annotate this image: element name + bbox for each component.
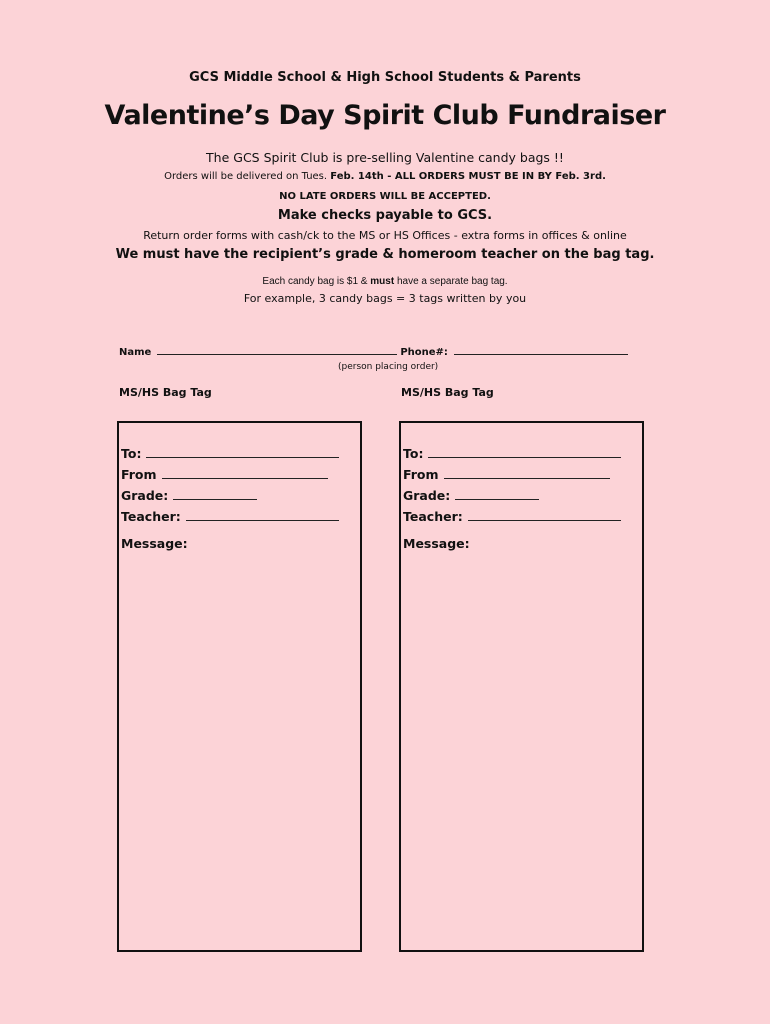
late-orders-notice: NO LATE ORDERS WILL BE ACCEPTED. [279,191,491,202]
to-row [121,445,360,466]
grade-field[interactable] [455,487,539,500]
to-field[interactable] [146,445,339,458]
price-suffix-text: have a separate bag tag. [394,276,508,287]
to-field[interactable] [428,445,621,458]
name-field[interactable] [157,345,397,355]
return-forms-notice: Return order forms with cash/ck to the MS or HS Offices - extra forms in offices & online [143,229,627,242]
teacher-field[interactable] [468,508,621,521]
person-placing-note: (person placing order) [338,362,439,372]
teacher-label: Teacher: [121,509,181,524]
bag-tag-right [399,421,644,952]
teacher-row [403,508,642,529]
checks-payable-notice: Make checks payable to GCS. [277,208,493,223]
teacher-label: Teacher: [403,509,463,524]
grade-teacher-notice: We must have the recipient’s grade & homeroom teacher on the bag tag. [115,247,655,262]
from-row [403,466,642,487]
form-subtitle: GCS Middle School & High School Students & Parents [189,70,581,85]
teacher-field[interactable] [186,508,339,521]
phone-label: Phone#: [400,347,448,358]
to-label: To: [121,446,142,461]
name-label: Name [119,347,152,358]
delivery-deadline [0,171,770,182]
from-row [121,466,360,487]
from-label: From [403,467,439,482]
example-notice: For example, 3 candy bags = 3 tags written by you [243,292,527,305]
deadline-text: Feb. 14th - ALL ORDERS MUST BE IN BY Feb. 3rd. [330,171,606,182]
price-notice [0,276,770,287]
phone-field[interactable] [454,345,628,355]
grade-row [403,487,642,508]
delivery-text: Orders will be delivered on Tues. [164,171,331,182]
from-field[interactable] [162,466,328,479]
message-label: Message: [403,536,470,551]
presale-announcement: The GCS Spirit Club is pre-selling Valentine candy bags !! [206,150,564,165]
price-text: Each candy bag is $1 & [262,276,371,287]
bag-tag-left [117,421,362,952]
orderer-row [119,345,628,358]
message-label: Message: [121,536,188,551]
must-text: must [370,276,395,287]
grade-field[interactable] [173,487,257,500]
teacher-row [121,508,360,529]
tag-heading-left: MS/HS Bag Tag [119,386,212,399]
to-label: To: [403,446,424,461]
from-field[interactable] [444,466,610,479]
grade-label: Grade: [403,488,451,503]
grade-label: Grade: [121,488,169,503]
to-row [403,445,642,466]
tag-heading-right: MS/HS Bag Tag [401,386,494,399]
from-label: From [121,467,157,482]
form-title: Valentine’s Day Spirit Club Fundraiser [104,100,666,131]
grade-row [121,487,360,508]
